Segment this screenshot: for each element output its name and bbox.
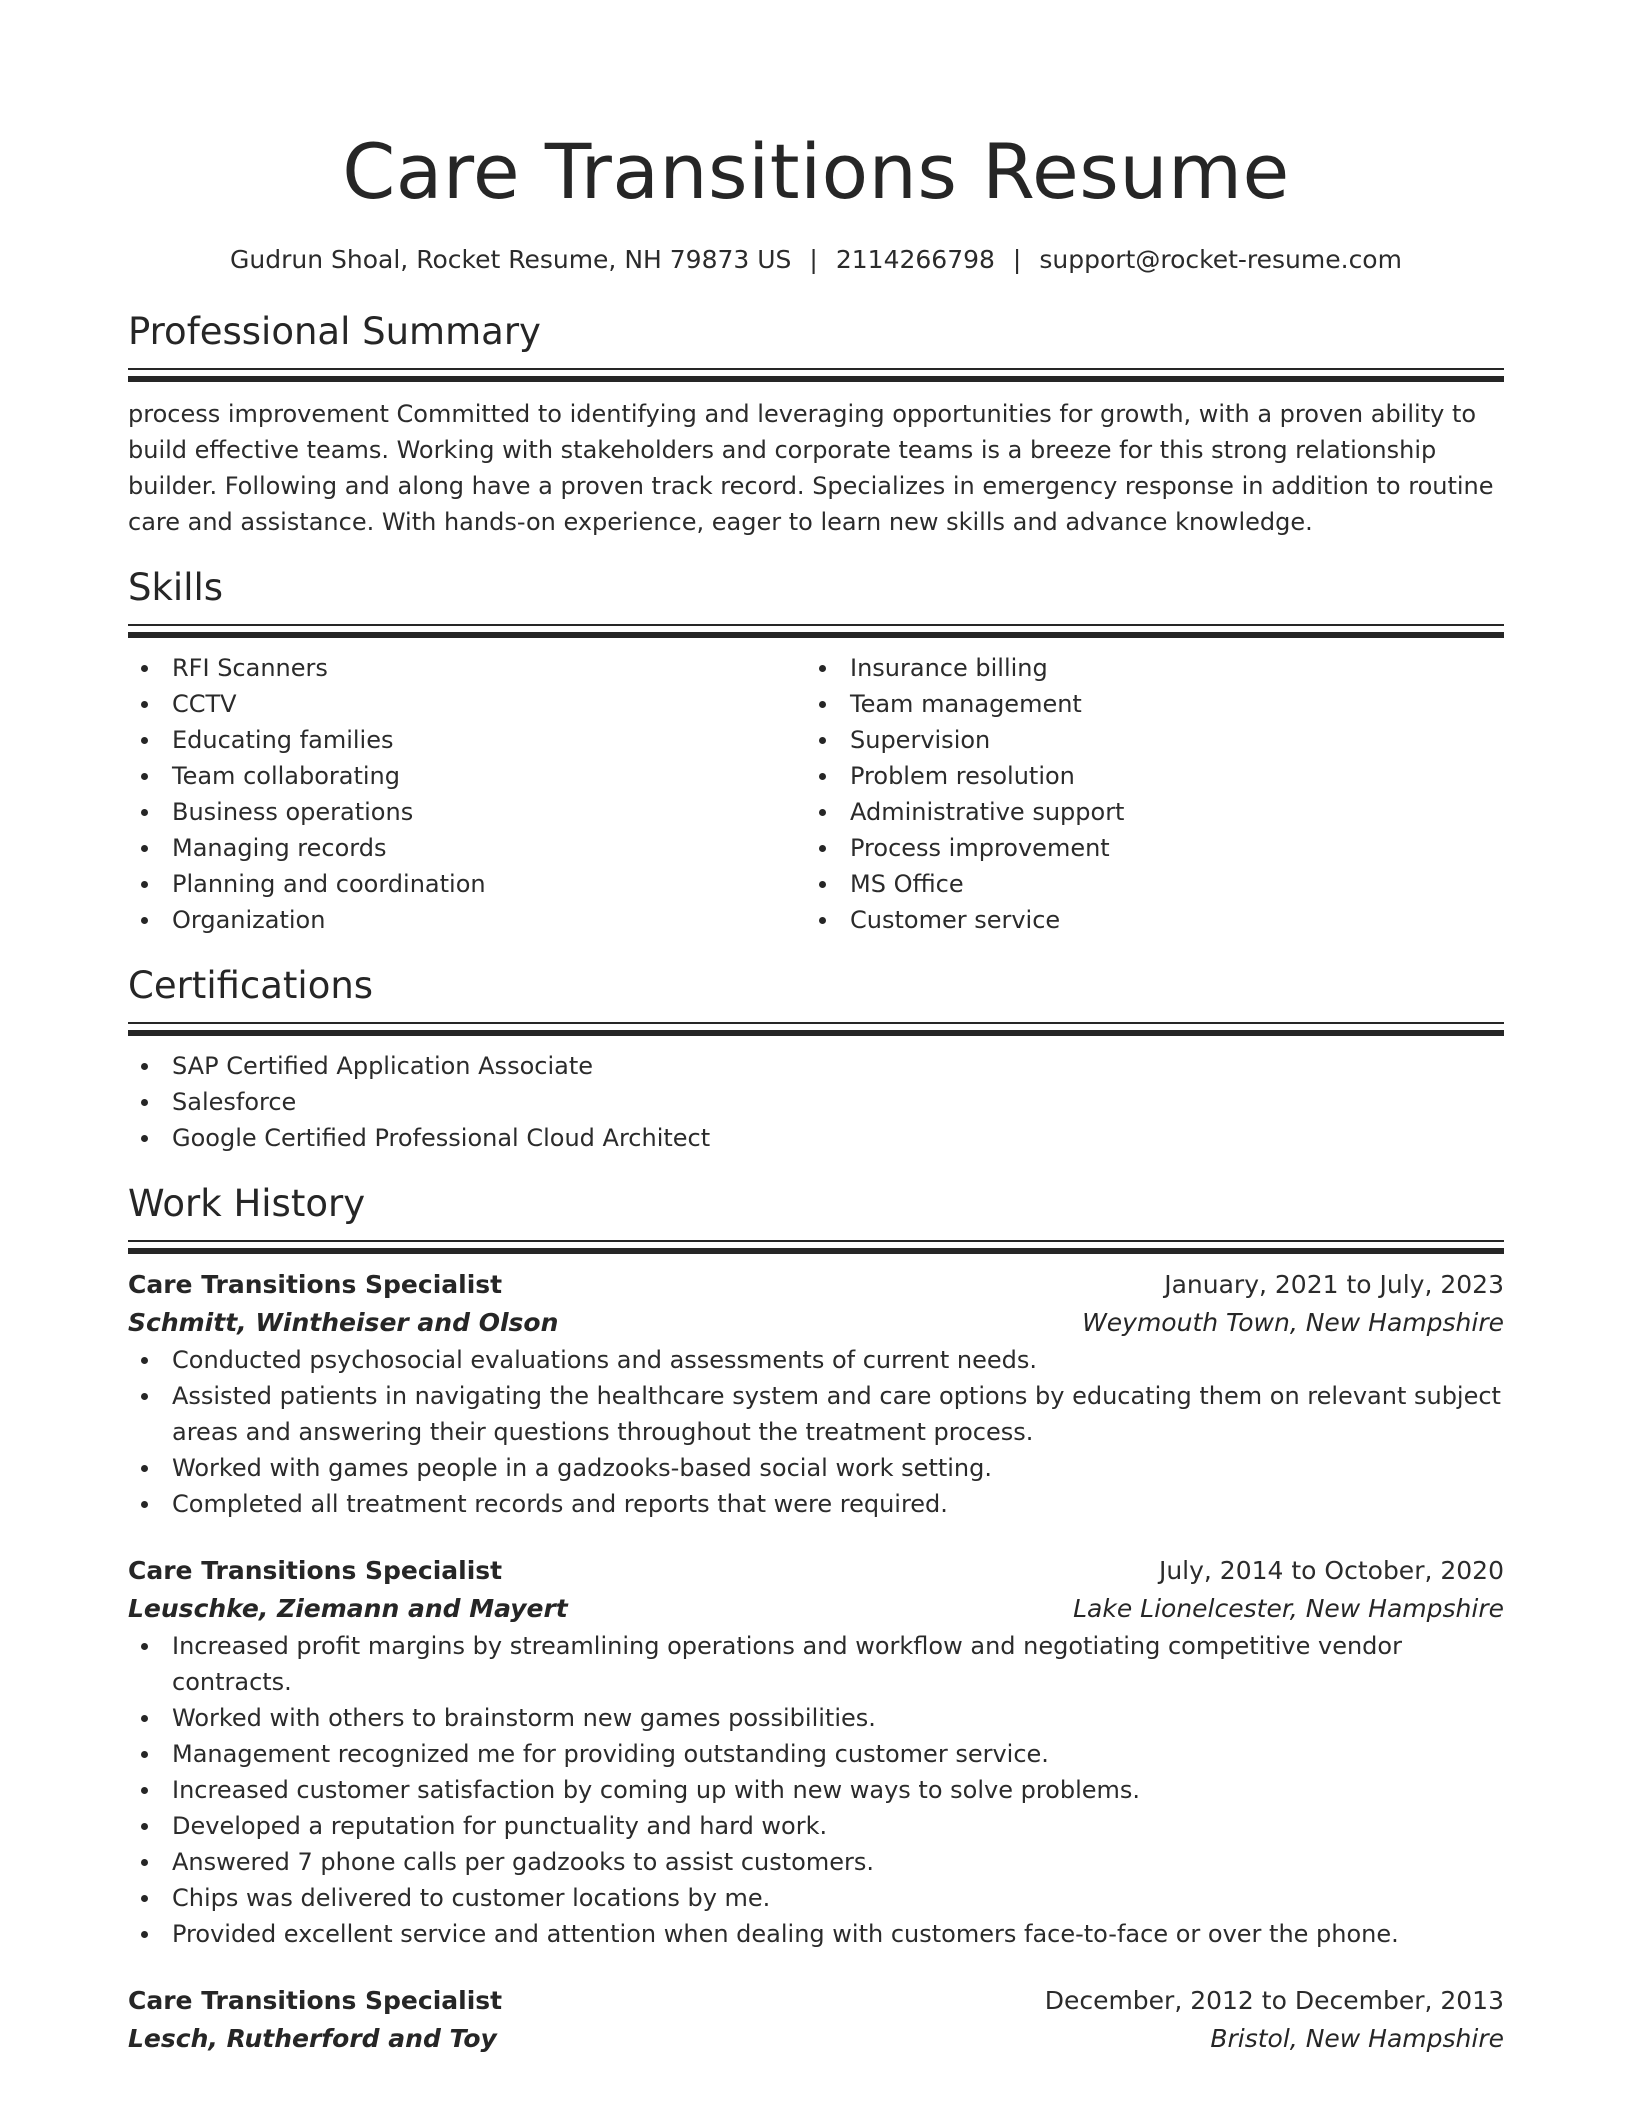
certifications-list: [128, 1048, 1504, 1156]
job-title: Care Transitions Specialist: [128, 1556, 503, 1585]
certification-item: Salesforce: [128, 1084, 1504, 1120]
job-location: Weymouth Town, New Hampshire: [1082, 1308, 1504, 1337]
job-bullet-list: [128, 1628, 1504, 1952]
section-divider: [128, 1240, 1504, 1254]
resume-page: [128, 0, 1504, 2058]
job-location: Bristol, New Hampshire: [1210, 2024, 1504, 2053]
summary-section: [128, 308, 1504, 540]
skill-item: Managing records: [128, 830, 806, 866]
section-heading-work-history: Work History: [128, 1182, 366, 1225]
skills-grid: [128, 650, 1504, 938]
job-subheader: [128, 2020, 1504, 2058]
job-dates: December, 2012 to December, 2013: [1044, 1986, 1504, 2015]
skill-item: Supervision: [806, 722, 1484, 758]
job-bullet: Completed all treatment records and reports that were required.: [128, 1486, 1504, 1522]
section-heading-summary: Professional Summary: [128, 310, 541, 353]
contact-address: Gudrun Shoal, Rocket Resume, NH 79873 US: [230, 245, 792, 274]
job-dates: July, 2014 to October, 2020: [1158, 1556, 1504, 1585]
section-divider: [128, 624, 1504, 638]
skill-item: Insurance billing: [806, 650, 1484, 686]
skill-item: Team collaborating: [128, 758, 806, 794]
job-title: Care Transitions Specialist: [128, 1986, 503, 2015]
job-header: [128, 1266, 1504, 1304]
skills-list-right: [806, 650, 1484, 938]
job-header: [128, 1982, 1504, 2020]
contact-separator: |: [1012, 245, 1022, 274]
job-dates: January, 2021 to July, 2023: [1164, 1270, 1504, 1299]
job-bullet: Provided excellent service and attention when dealing with customers face-to-face or over the phone.: [128, 1916, 1504, 1952]
skills-section: [128, 564, 1504, 938]
job-bullet: Chips was delivered to customer locations by me.: [128, 1880, 1504, 1916]
skills-list-left: [128, 650, 806, 938]
skill-item: Customer service: [806, 902, 1484, 938]
contact-line: [128, 242, 1504, 278]
section-heading-skills: Skills: [128, 566, 224, 609]
contact-email: support@rocket-resume.com: [1039, 245, 1402, 274]
skill-item: Planning and coordination: [128, 866, 806, 902]
job-bullet: Answered 7 phone calls per gadzooks to assist customers.: [128, 1844, 1504, 1880]
job-company: Schmitt, Wintheiser and Olson: [128, 1308, 559, 1337]
job-title: Care Transitions Specialist: [128, 1270, 503, 1299]
job-bullet: Worked with others to brainstorm new games possibilities.: [128, 1700, 1504, 1736]
certification-item: Google Certified Professional Cloud Architect: [128, 1120, 1504, 1156]
skill-item: Educating families: [128, 722, 806, 758]
job-bullet: Increased profit margins by streamlining operations and workflow and negotiating competitive vendor contracts.: [128, 1628, 1504, 1700]
section-divider: [128, 368, 1504, 382]
job-bullet: Conducted psychosocial evaluations and assessments of current needs.: [128, 1342, 1504, 1378]
skill-item: Process improvement: [806, 830, 1484, 866]
job-subheader: [128, 1590, 1504, 1628]
job-location: Lake Lionelcester, New Hampshire: [1073, 1594, 1504, 1623]
certification-item: SAP Certified Application Associate: [128, 1048, 1504, 1084]
skill-item: CCTV: [128, 686, 806, 722]
skill-item: MS Office: [806, 866, 1484, 902]
job-subheader: [128, 1304, 1504, 1342]
resume-title: Care Transitions Resume: [342, 127, 1290, 216]
job-bullet: Management recognized me for providing outstanding customer service.: [128, 1736, 1504, 1772]
skill-item: Administrative support: [806, 794, 1484, 830]
job-entry: [128, 1982, 1504, 2058]
job-company: Leuschke, Ziemann and Mayert: [128, 1594, 568, 1623]
job-bullet: Increased customer satisfaction by coming up with new ways to solve problems.: [128, 1772, 1504, 1808]
summary-text: process improvement Committed to identifying and leveraging opportunities for growth, with a proven ability to build effective teams. Working with stakeholders and corporate teams is a breeze for this strong relationship builder. Following and along have a proven track record. Specializes in emergency response in addition to routine care and assistance. With hands-on experience, eager to learn new skills and advance knowledge.: [128, 400, 1494, 536]
job-entry: [128, 1552, 1504, 1952]
job-bullet: Developed a reputation for punctuality and hard work.: [128, 1808, 1504, 1844]
job-company: Lesch, Rutherford and Toy: [128, 2024, 497, 2053]
contact-phone: 2114266798: [835, 245, 995, 274]
skill-item: RFI Scanners: [128, 650, 806, 686]
job-entry: [128, 1266, 1504, 1522]
section-heading-certifications: Certifications: [128, 964, 374, 1007]
certifications-section: [128, 962, 1504, 1156]
skill-item: Team management: [806, 686, 1484, 722]
job-bullet: Assisted patients in navigating the healthcare system and care options by educating them on relevant subject areas and answering their questions throughout the treatment process.: [128, 1378, 1504, 1450]
job-bullet-list: [128, 1342, 1504, 1522]
job-bullet: Worked with games people in a gadzooks-based social work setting.: [128, 1450, 1504, 1486]
skill-item: Business operations: [128, 794, 806, 830]
job-header: [128, 1552, 1504, 1590]
work-history-section: [128, 1180, 1504, 2058]
skill-item: Problem resolution: [806, 758, 1484, 794]
section-divider: [128, 1022, 1504, 1036]
skill-item: Organization: [128, 902, 806, 938]
contact-separator: |: [809, 245, 818, 274]
